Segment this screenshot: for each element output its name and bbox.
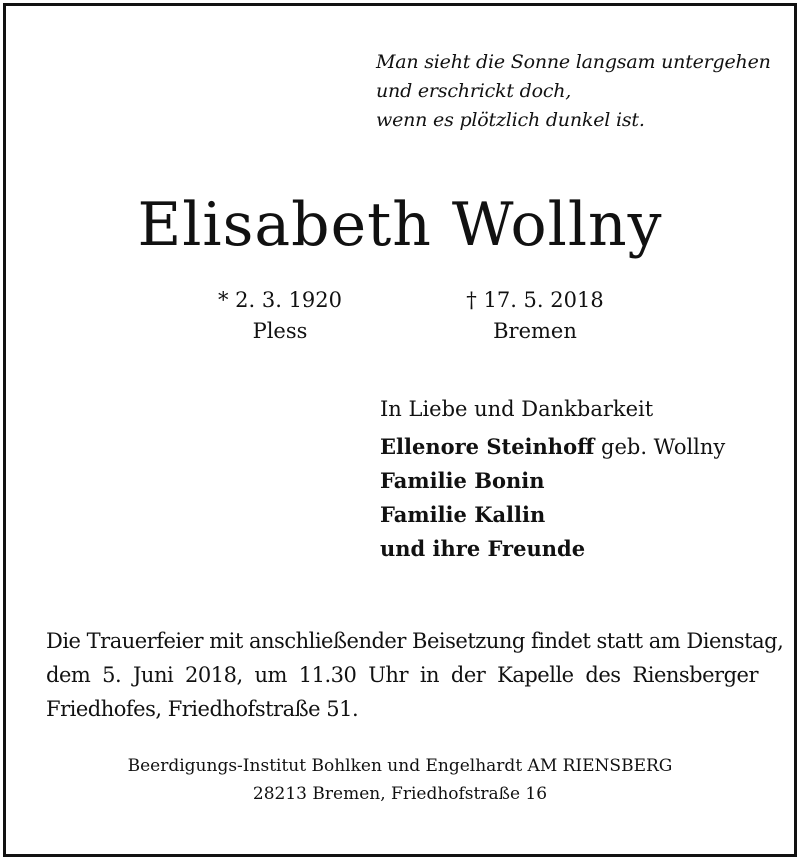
mourner-name: Familie Kallin xyxy=(380,502,546,527)
mourner-name: Familie Bonin xyxy=(380,468,545,493)
mourner-name xyxy=(380,430,725,464)
service-line: Die Trauerfeier mit anschließender Beisetzung findet statt am Dienstag, xyxy=(46,629,784,653)
service-line: dem 5. Juni 2018, um 11.30 Uhr in der Kapelle des Riensberger xyxy=(46,663,758,687)
mourner-name: und ihre Freunde xyxy=(380,536,586,561)
poem-line: wenn es plötzlich dunkel ist. xyxy=(376,109,645,131)
poem-line: und erschrickt doch, xyxy=(376,80,572,102)
birth-place: Pless xyxy=(252,319,308,343)
poem-line: Man sieht die Sonne langsam untergehen xyxy=(376,51,771,73)
funeral-home-info xyxy=(0,752,800,808)
death-place: Bremen xyxy=(493,319,577,343)
service-announcement xyxy=(46,624,784,726)
mourner-maiden-name: geb. Wollny xyxy=(594,435,726,459)
mourners-block xyxy=(380,394,725,566)
poem xyxy=(376,48,771,135)
birth-info xyxy=(200,285,360,347)
deceased-name: Elisabeth Wollny xyxy=(137,190,663,260)
death-date: † 17. 5. 2018 xyxy=(466,288,604,312)
death-info xyxy=(450,285,620,347)
mourner-name-primary: Ellenore Steinhoff xyxy=(380,434,595,459)
funeral-home-name: Beerdigungs-Institut Bohlken und Engelhardt AM RIENSBERG xyxy=(127,756,673,776)
funeral-home-address: 28213 Bremen, Friedhofstraße 16 xyxy=(252,784,548,804)
birth-date: * 2. 3. 1920 xyxy=(217,288,343,312)
service-line: Friedhofes, Friedhofstraße 51. xyxy=(46,697,359,721)
mourners-intro: In Liebe und Dankbarkeit xyxy=(380,397,654,421)
